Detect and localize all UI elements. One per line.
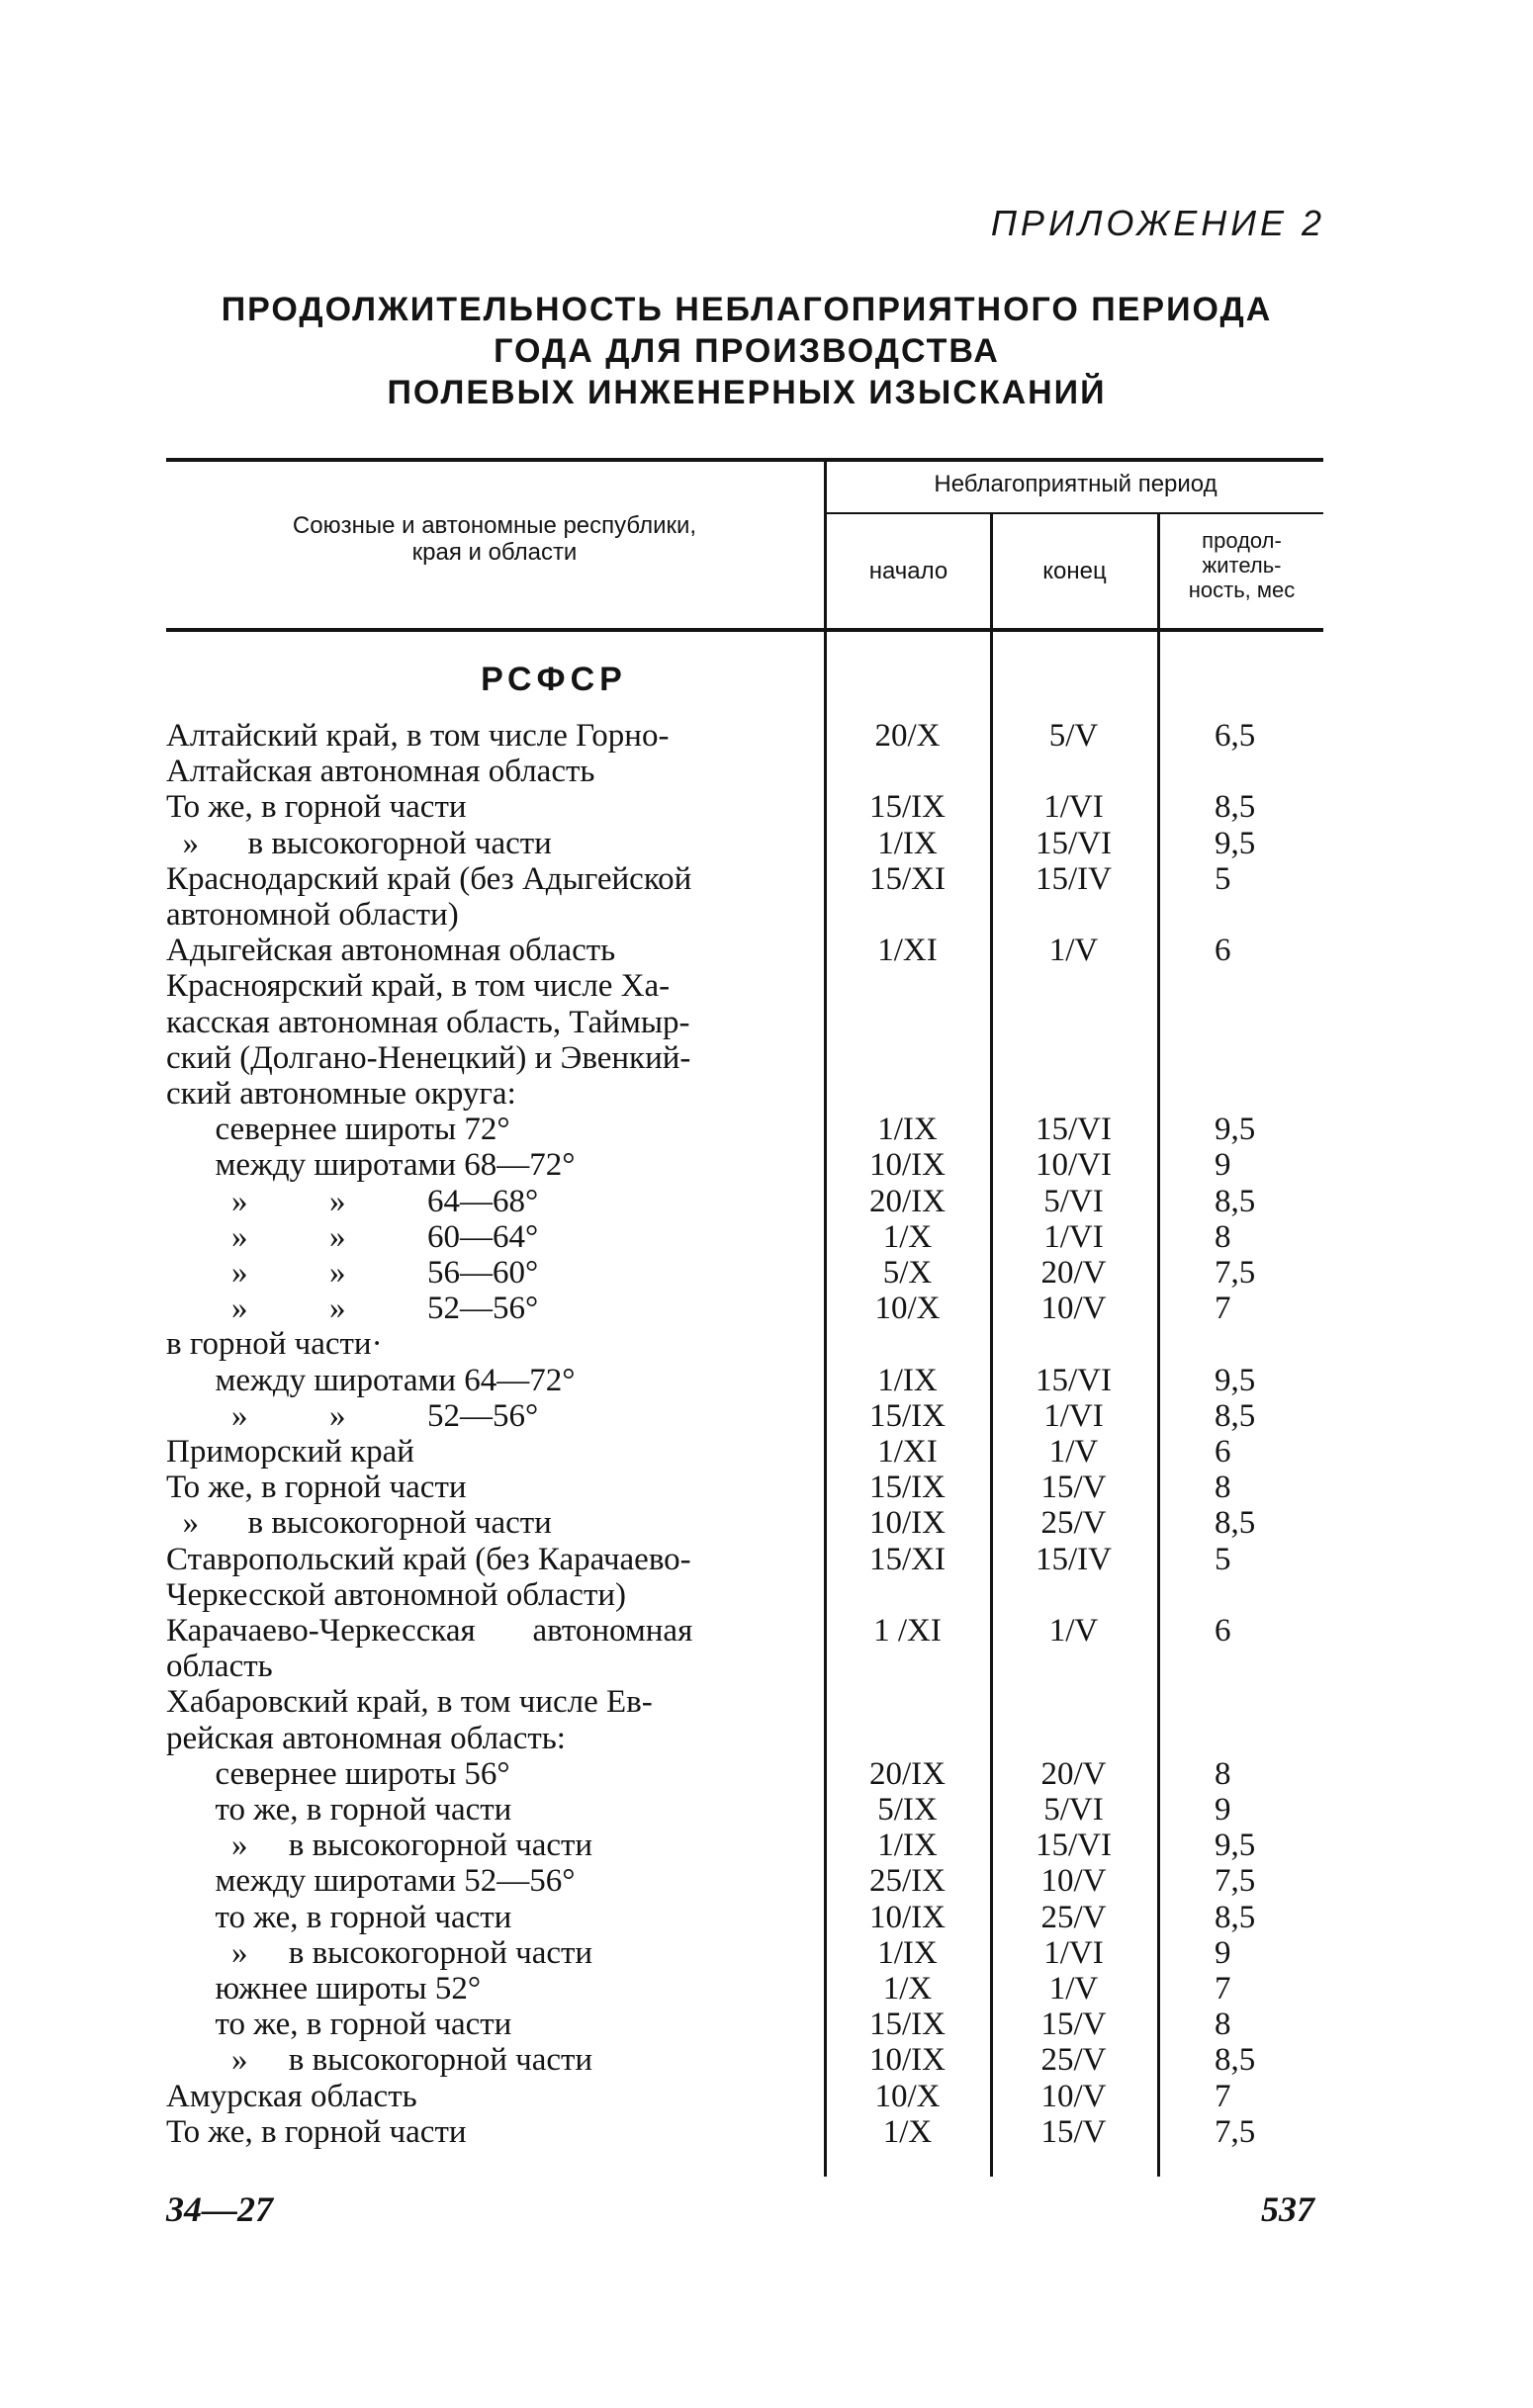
- row-label: Ставропольский край (без Карачаево-: [166, 1541, 691, 1577]
- row-duration: 9,5: [1215, 1112, 1256, 1148]
- row-end: 1/VI: [1043, 1397, 1104, 1434]
- row-label: между широтами 52—56°: [166, 1863, 576, 1900]
- row-start: 1/IX: [877, 1362, 938, 1398]
- row-label: Алтайская автономная область: [166, 754, 595, 790]
- table-row: [0, 826, 1533, 861]
- row-duration: 9: [1215, 1934, 1231, 1971]
- row-duration: 7: [1215, 1971, 1231, 2007]
- row-label: » в высокогорной части: [166, 1828, 593, 1864]
- row-label: То же, в горной части: [166, 789, 467, 826]
- row-duration: 9,5: [1215, 825, 1256, 861]
- row-start: 20/IX: [869, 1183, 946, 1219]
- row-end: 10/V: [1040, 1291, 1107, 1327]
- period-column-header: Неблагоприятный период: [934, 471, 1217, 497]
- row-duration: 5: [1215, 860, 1231, 897]
- row-end: 25/V: [1040, 2042, 1107, 2079]
- table-row: [0, 1935, 1533, 1971]
- row-end: 15/VI: [1036, 1112, 1112, 1148]
- row-label: севернее широты 56°: [166, 1755, 510, 1792]
- row-label: » в высокогорной части: [166, 825, 552, 861]
- row-duration: 8,5: [1215, 2042, 1256, 2079]
- table-row: [0, 1900, 1533, 1935]
- row-start: 1/XI: [877, 1434, 938, 1470]
- row-end: 15/IV: [1036, 860, 1112, 897]
- appendix-label: ПРИЛОЖЕНИЕ 2: [990, 203, 1325, 243]
- row-end: 1/V: [1048, 1434, 1099, 1470]
- row-end: 1/VI: [1043, 1934, 1104, 1971]
- title-line-1: ПРОДОЛЖИТЕЛЬНОСТЬ НЕБЛАГОПРИЯТНОГО ПЕРИОДА: [221, 291, 1273, 328]
- table-row: [0, 1005, 1533, 1040]
- table-row: [0, 2042, 1533, 2078]
- row-start: 10/IX: [869, 2042, 946, 2079]
- table-row: [0, 968, 1533, 1004]
- row-start: 1/XI: [877, 933, 938, 969]
- row-end: 25/V: [1040, 1899, 1107, 1935]
- table-top-rule: [166, 458, 1323, 462]
- row-label: южнее широты 52°: [166, 1971, 482, 2007]
- row-duration: 7: [1215, 2078, 1231, 2114]
- row-start: 10/X: [874, 2078, 941, 2114]
- row-start: 1/X: [882, 1971, 933, 2007]
- row-label: между широтами 68—72°: [166, 1147, 576, 1184]
- row-duration: 8: [1215, 1218, 1231, 1255]
- row-label: » в высокогорной части: [166, 1505, 552, 1542]
- table-row: [0, 897, 1533, 933]
- row-label: Красноярский край, в том числе Ха-: [166, 968, 671, 1005]
- table-row: [0, 1326, 1533, 1362]
- row-start: 15/IX: [869, 789, 946, 826]
- footer-signature: 34—27: [166, 2189, 273, 2229]
- row-end: 15/VI: [1036, 1828, 1112, 1864]
- row-end: 15/V: [1040, 2007, 1107, 2043]
- row-duration: 6: [1215, 1434, 1231, 1470]
- row-duration: 9,5: [1215, 1362, 1256, 1398]
- table-row: [0, 1076, 1533, 1112]
- row-end: 5/V: [1048, 718, 1099, 754]
- row-end: 5/VI: [1043, 1792, 1104, 1828]
- row-label: рейская автономная область:: [166, 1720, 566, 1756]
- table-row: [0, 1613, 1533, 1649]
- row-label: » » 64—68°: [166, 1183, 539, 1219]
- row-label: Адыгейская автономная область: [166, 933, 616, 969]
- end-column-header: конец: [1042, 558, 1107, 584]
- table-row: [0, 1577, 1533, 1613]
- row-label: Черкесской автономной области): [166, 1576, 627, 1613]
- row-label: Карачаево-Черкесская автономная: [166, 1613, 693, 1649]
- table-row: [0, 1505, 1533, 1541]
- region-column-header: Союзные и автономные республики, края и области: [292, 512, 697, 566]
- row-label: То же, в горной части: [166, 2113, 467, 2150]
- row-start: 20/X: [874, 718, 941, 754]
- row-start: 10/IX: [869, 1899, 946, 1935]
- row-duration: 8,5: [1215, 789, 1256, 826]
- row-label: » в высокогорной части: [166, 1934, 593, 1971]
- table-row: [0, 1828, 1533, 1863]
- row-label: ский (Долгано-Ненецкий) и Эвенкий-: [166, 1039, 691, 1076]
- row-label: » » 52—56°: [166, 1291, 539, 1327]
- table-row: [0, 861, 1533, 897]
- row-end: 15/VI: [1036, 825, 1112, 861]
- duration-column-header: продол- житель- ность, мес: [1188, 528, 1296, 602]
- table-row: [0, 1219, 1533, 1255]
- table-row: [0, 2114, 1533, 2150]
- row-duration: 9: [1215, 1147, 1231, 1184]
- table-row: [0, 1184, 1533, 1219]
- row-label: ский автономные округа:: [166, 1076, 516, 1112]
- row-label: то же, в горной части: [166, 1899, 512, 1935]
- row-duration: 8,5: [1215, 1183, 1256, 1219]
- row-start: 1/IX: [877, 1934, 938, 1971]
- table-row: [0, 1971, 1533, 2007]
- row-label: Алтайский край, в том числе Горно-: [166, 718, 670, 754]
- row-duration: 6,5: [1215, 718, 1256, 754]
- row-start: 15/XI: [869, 1541, 946, 1577]
- table-row: [0, 754, 1533, 789]
- table-row: [0, 933, 1533, 968]
- table-row: [0, 1112, 1533, 1147]
- row-start: 1/X: [882, 2113, 933, 2150]
- row-duration: 8,5: [1215, 1397, 1256, 1434]
- row-start: 1/IX: [877, 825, 938, 861]
- table-row: [0, 2007, 1533, 2042]
- row-end: 15/V: [1040, 1470, 1107, 1506]
- row-end: 10/V: [1040, 2078, 1107, 2114]
- table-row: [0, 2079, 1533, 2114]
- table-row: [0, 1792, 1533, 1828]
- row-end: 1/VI: [1043, 1218, 1104, 1255]
- header-bottom-rule: [166, 628, 1323, 632]
- row-label: То же, в горной части: [166, 1470, 467, 1506]
- row-label: касская автономная область, Таймыр-: [166, 1004, 690, 1040]
- row-label: между широтами 64—72°: [166, 1362, 576, 1398]
- row-duration: 8,5: [1215, 1505, 1256, 1542]
- row-duration: 8: [1215, 1755, 1231, 1792]
- row-end: 25/V: [1040, 1505, 1107, 1542]
- page-number: 537: [1261, 2189, 1314, 2229]
- row-duration: 8: [1215, 1470, 1231, 1506]
- row-duration: 8: [1215, 2007, 1231, 2043]
- row-start: 25/IX: [869, 1863, 946, 1900]
- table-row: [0, 1255, 1533, 1291]
- row-label: область: [166, 1649, 273, 1685]
- row-end: 15/VI: [1036, 1362, 1112, 1398]
- row-start: 10/X: [874, 1291, 941, 1327]
- row-label: » » 60—64°: [166, 1218, 539, 1255]
- row-label: то же, в горной части: [166, 1792, 512, 1828]
- table-row: [0, 1756, 1533, 1792]
- table-row: [0, 1291, 1533, 1326]
- row-end: 1/V: [1048, 1971, 1099, 2007]
- row-start: 5/IX: [877, 1792, 938, 1828]
- table-row: [0, 1147, 1533, 1183]
- table-row: [0, 1040, 1533, 1076]
- row-end: 1/VI: [1043, 789, 1104, 826]
- table-row: [0, 1863, 1533, 1899]
- row-label: севернее широты 72°: [166, 1112, 510, 1148]
- row-label: » » 56—60°: [166, 1255, 539, 1291]
- row-end: 20/V: [1040, 1755, 1107, 1792]
- row-duration: 9: [1215, 1792, 1231, 1828]
- row-end: 20/V: [1040, 1255, 1107, 1291]
- row-duration: 7,5: [1215, 2113, 1256, 2150]
- row-label: Краснодарский край (без Адыгейской: [166, 860, 692, 897]
- row-start: 10/IX: [869, 1147, 946, 1184]
- row-label: то же, в горной части: [166, 2007, 512, 2043]
- row-start: 20/IX: [869, 1755, 946, 1792]
- row-end: 15/V: [1040, 2113, 1107, 2150]
- row-duration: 8,5: [1215, 1899, 1256, 1935]
- row-duration: 7,5: [1215, 1863, 1256, 1900]
- row-label: в горной части·: [166, 1326, 383, 1363]
- row-end: 1/V: [1048, 1613, 1099, 1649]
- table-row: [0, 1434, 1533, 1470]
- row-start: 15/IX: [869, 1470, 946, 1506]
- row-start: 5/X: [882, 1255, 933, 1291]
- table-row: [0, 1363, 1533, 1398]
- section-heading: РСФСР: [481, 661, 627, 698]
- row-duration: 5: [1215, 1541, 1231, 1577]
- row-end: 15/IV: [1036, 1541, 1112, 1577]
- table-row: [0, 1721, 1533, 1756]
- row-label: Приморский край: [166, 1434, 414, 1470]
- row-end: 1/V: [1048, 933, 1099, 969]
- row-start: 15/IX: [869, 2007, 946, 2043]
- table-row: [0, 718, 1533, 754]
- row-end: 10/V: [1040, 1863, 1107, 1900]
- row-label: Хабаровский край, в том числе Ев-: [166, 1684, 653, 1721]
- row-start: 15/IX: [869, 1397, 946, 1434]
- table-row: [0, 1542, 1533, 1577]
- row-end: 5/VI: [1043, 1183, 1104, 1219]
- period-header-rule: [826, 512, 1323, 514]
- row-end: 10/VI: [1036, 1147, 1112, 1184]
- row-start: 1/IX: [877, 1828, 938, 1864]
- row-start: 1 /XI: [873, 1613, 942, 1649]
- row-start: 10/IX: [869, 1505, 946, 1542]
- table-row: [0, 1649, 1533, 1684]
- title-line-2: ГОДА ДЛЯ ПРОИЗВОДСТВА: [494, 332, 1000, 370]
- row-label: Амурская область: [166, 2078, 417, 2114]
- row-duration: 6: [1215, 933, 1231, 969]
- table-row: [0, 1684, 1533, 1720]
- row-label: » в высокогорной части: [166, 2042, 593, 2079]
- row-label: » » 52—56°: [166, 1397, 539, 1434]
- table-row: [0, 789, 1533, 825]
- table-row: [0, 1398, 1533, 1434]
- row-start: 1/IX: [877, 1112, 938, 1148]
- start-column-header: начало: [868, 558, 948, 584]
- row-duration: 7: [1215, 1291, 1231, 1327]
- row-duration: 6: [1215, 1613, 1231, 1649]
- table-row: [0, 1470, 1533, 1505]
- row-start: 15/XI: [869, 860, 946, 897]
- title-line-3: ПОЛЕВЫХ ИНЖЕНЕРНЫХ ИЗЫСКАНИЙ: [387, 374, 1107, 411]
- row-duration: 7,5: [1215, 1255, 1256, 1291]
- page-title: [168, 289, 1325, 413]
- row-start: 1/X: [882, 1218, 933, 1255]
- row-duration: 9,5: [1215, 1828, 1256, 1864]
- row-label: автономной области): [166, 897, 459, 933]
